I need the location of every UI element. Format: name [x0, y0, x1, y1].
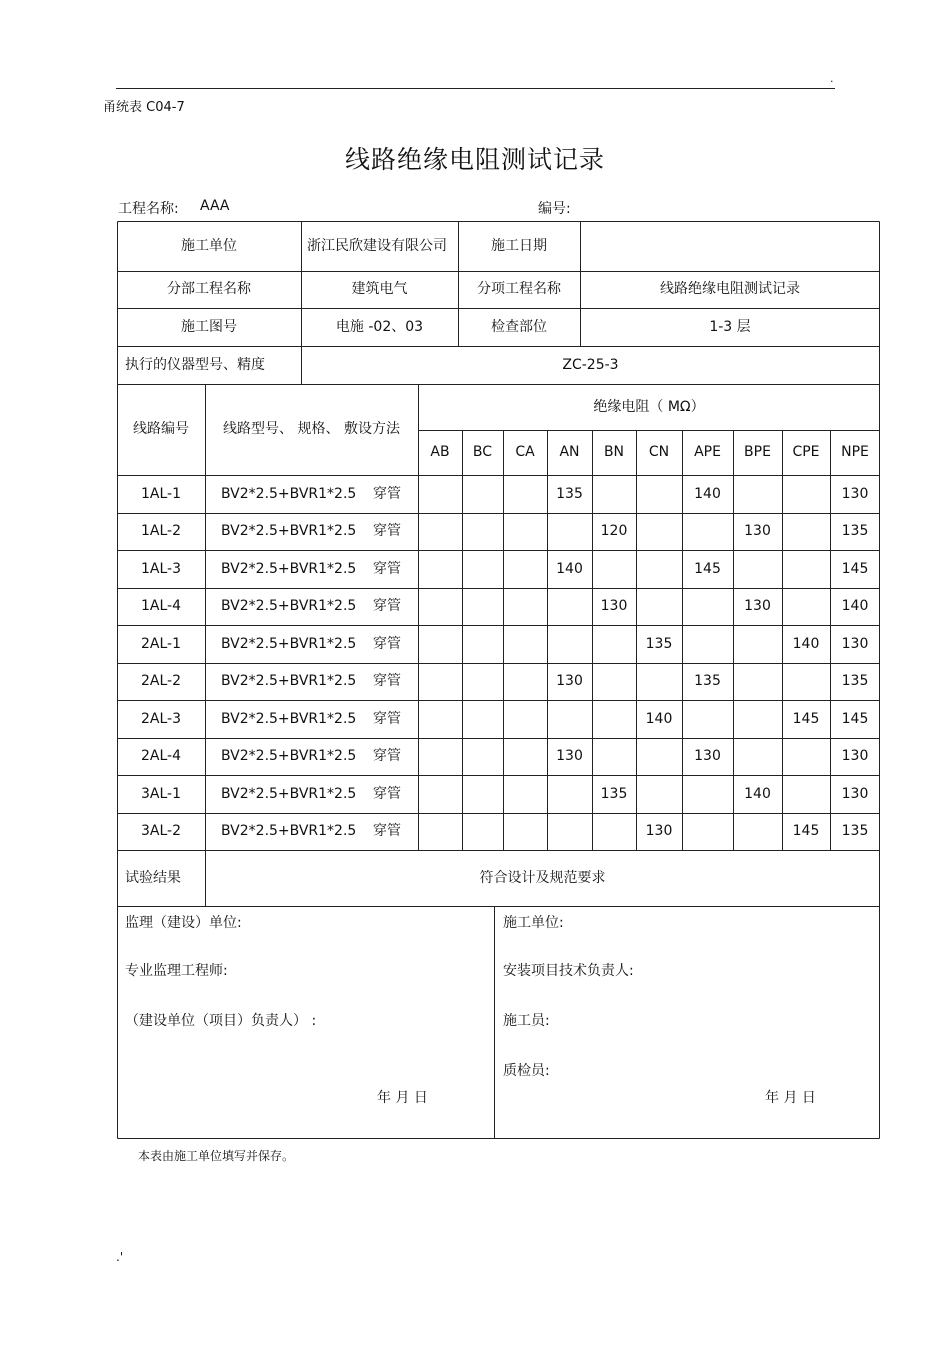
phase-header: NPE: [841, 444, 869, 461]
resistance-value: 135: [841, 673, 869, 690]
resistance-value: 140: [694, 485, 721, 502]
test-result-label: 试验结果: [125, 869, 181, 886]
resistance-value: 135: [694, 673, 721, 690]
circuit-number-header: 线路编号: [133, 421, 189, 438]
resistance-value: [682, 775, 733, 813]
construction-date: 年 月 日: [765, 1090, 816, 1106]
resistance-value: [682, 513, 733, 551]
quality-inspector-label: 质检员:: [503, 1063, 550, 1079]
resistance-value: 130: [645, 823, 673, 840]
circuit-id: 1AL-4: [141, 598, 181, 615]
resistance-value: [547, 513, 592, 551]
resistance-value: [733, 625, 782, 663]
resistance-value: [636, 550, 682, 588]
resistance-value: [462, 625, 503, 663]
resistance-value: 135: [841, 523, 869, 540]
resistance-value: [503, 700, 547, 738]
resistance-value: 140: [645, 710, 673, 727]
resistance-value: [592, 700, 636, 738]
header-rule: [116, 88, 835, 89]
resistance-value: [592, 813, 636, 851]
circuit-id: 1AL-1: [141, 485, 181, 502]
location-label: 检查部位: [491, 318, 547, 335]
circuit-id: 2AL-4: [141, 748, 181, 765]
resistance-value: [782, 738, 830, 776]
resistance-value: [733, 663, 782, 701]
resistance-value: 130: [841, 485, 869, 502]
resistance-value: [503, 625, 547, 663]
resistance-value: [592, 663, 636, 701]
insulation-resistance-header: 绝缘电阻（ MΩ）: [593, 398, 705, 415]
laying-method: 穿管: [373, 710, 401, 727]
supervision-unit-label: 监理（建设）单位:: [125, 915, 242, 931]
laying-method: 穿管: [373, 785, 401, 802]
resistance-value: 145: [792, 823, 820, 840]
resistance-value: [592, 738, 636, 776]
resistance-value: [503, 513, 547, 551]
record-table: [117, 221, 880, 1139]
resistance-value: 145: [841, 560, 869, 577]
resistance-value: 130: [556, 748, 583, 765]
resistance-value: [418, 588, 462, 626]
laying-method: 穿管: [373, 748, 401, 765]
phase-header: CN: [648, 444, 670, 461]
resistance-value: [503, 813, 547, 851]
resistance-value: 130: [694, 748, 721, 765]
resistance-value: [462, 475, 503, 513]
resistance-value: [782, 663, 830, 701]
resistance-value: 130: [841, 748, 869, 765]
resistance-value: [418, 813, 462, 851]
resistance-value: [782, 588, 830, 626]
resistance-value: [462, 775, 503, 813]
resistance-value: [462, 813, 503, 851]
project-name-label: 工程名称:: [118, 201, 179, 217]
circuit-id: 2AL-2: [141, 673, 181, 690]
resistance-value: [636, 475, 682, 513]
laying-method: 穿管: [373, 673, 401, 690]
resistance-value: [462, 700, 503, 738]
resistance-value: 135: [556, 485, 583, 502]
circuit-model: BV2*2.5+BVR1*2.5: [221, 673, 357, 690]
subitem-value: 线路绝缘电阻测试记录: [660, 281, 800, 298]
resistance-value: [636, 738, 682, 776]
circuit-id: 3AL-2: [141, 823, 181, 840]
resistance-value: [592, 625, 636, 663]
resistance-value: [503, 588, 547, 626]
drawing-label: 施工图号: [181, 318, 237, 335]
page-title: 线路绝缘电阻测试记录: [344, 145, 605, 174]
resistance-value: [592, 550, 636, 588]
supervising-engineer-label: 专业监理工程师:: [125, 963, 228, 979]
resistance-value: [462, 588, 503, 626]
resistance-value: [462, 663, 503, 701]
test-result-value: 符合设计及规范要求: [479, 869, 606, 886]
laying-method: 穿管: [373, 823, 401, 840]
laying-method: 穿管: [373, 560, 401, 577]
resistance-value: 135: [841, 823, 869, 840]
resistance-value: [733, 738, 782, 776]
phase-header: BPE: [744, 444, 771, 461]
resistance-value: 120: [600, 523, 628, 540]
resistance-value: [733, 813, 782, 851]
resistance-value: [503, 775, 547, 813]
circuit-model: BV2*2.5+BVR1*2.5: [221, 635, 357, 652]
resistance-value: 130: [556, 673, 583, 690]
resistance-value: [782, 550, 830, 588]
resistance-value: [682, 588, 733, 626]
resistance-value: [418, 625, 462, 663]
resistance-value: [503, 550, 547, 588]
division-value: 建筑电气: [351, 281, 408, 298]
resistance-value: 140: [841, 598, 869, 615]
owner-representative-label: （建设单位（项目）负责人） :: [125, 1013, 317, 1029]
supervision-date: 年 月 日: [377, 1090, 428, 1106]
record-number-label: 编号:: [538, 201, 571, 217]
instrument-value: ZC-25-3: [562, 356, 619, 373]
resistance-value: [462, 738, 503, 776]
phase-header: BN: [603, 444, 625, 461]
construction-unit-label: 施工单位:: [503, 915, 564, 931]
resistance-value: 140: [556, 560, 583, 577]
phase-header: APE: [694, 444, 721, 461]
project-name-value: AAA: [200, 198, 230, 214]
resistance-value: 140: [792, 635, 820, 652]
resistance-value: [418, 550, 462, 588]
resistance-value: [733, 700, 782, 738]
location-value: 1-3 层: [709, 318, 751, 335]
circuit-model: BV2*2.5+BVR1*2.5: [221, 748, 357, 765]
resistance-value: 135: [645, 635, 673, 652]
resistance-value: [503, 663, 547, 701]
circuit-model: BV2*2.5+BVR1*2.5: [221, 560, 357, 577]
laying-method: 穿管: [373, 598, 401, 615]
resistance-value: [418, 700, 462, 738]
phase-header: BC: [472, 444, 493, 461]
resistance-value: [636, 588, 682, 626]
resistance-value: [418, 738, 462, 776]
resistance-value: [462, 513, 503, 551]
resistance-value: 145: [792, 710, 820, 727]
resistance-value: [592, 475, 636, 513]
resistance-value: [636, 663, 682, 701]
laying-method: 穿管: [373, 523, 401, 540]
construction-date-label: 施工日期: [491, 237, 547, 254]
phase-header: AB: [430, 444, 450, 461]
resistance-value: [547, 813, 592, 851]
resistance-value: [636, 513, 682, 551]
resistance-value: [733, 550, 782, 588]
circuit-model: BV2*2.5+BVR1*2.5: [221, 598, 357, 615]
resistance-value: [682, 625, 733, 663]
footer-note: 本表由施工单位填写并保存。: [138, 1149, 295, 1163]
resistance-value: 130: [841, 785, 869, 802]
resistance-value: [547, 588, 592, 626]
resistance-value: [547, 700, 592, 738]
circuit-model: BV2*2.5+BVR1*2.5: [221, 523, 357, 540]
circuit-id: 1AL-3: [141, 560, 181, 577]
resistance-value: [418, 513, 462, 551]
resistance-value: [418, 663, 462, 701]
resistance-value: [503, 475, 547, 513]
resistance-value: [547, 775, 592, 813]
resistance-value: [782, 775, 830, 813]
resistance-value: 130: [841, 635, 869, 652]
form-code: 甬统表 C04-7: [103, 100, 185, 115]
circuit-id: 2AL-1: [141, 635, 181, 652]
circuit-id: 3AL-1: [141, 785, 181, 802]
page-dot-mark: .: [830, 72, 834, 85]
circuit-model-header: 线路型号、 规格、 敷设方法: [223, 421, 400, 438]
resistance-value: 145: [841, 710, 869, 727]
resistance-value: [418, 475, 462, 513]
builder-value: 浙江民欣建设有限公司: [307, 237, 447, 254]
laying-method: 穿管: [373, 485, 401, 502]
construction-date-value: [580, 221, 880, 271]
division-label: 分部工程名称: [167, 281, 251, 298]
phase-header: AN: [559, 444, 580, 461]
technical-lead-label: 安装项目技术负责人:: [503, 963, 634, 979]
resistance-value: [782, 475, 830, 513]
builder-staff-label: 施工员:: [503, 1013, 550, 1029]
resistance-value: [782, 513, 830, 551]
laying-method: 穿管: [373, 635, 401, 652]
resistance-value: 145: [694, 560, 721, 577]
resistance-value: [418, 775, 462, 813]
resistance-value: [462, 550, 503, 588]
circuit-model: BV2*2.5+BVR1*2.5: [221, 710, 357, 727]
phase-header: CA: [515, 444, 535, 461]
subitem-label: 分项工程名称: [477, 281, 561, 298]
footer-dot-mark: .': [116, 1250, 124, 1264]
resistance-value: 140: [744, 785, 771, 802]
builder-label: 施工单位: [181, 237, 237, 254]
resistance-value: 130: [744, 598, 771, 615]
resistance-value: [682, 700, 733, 738]
resistance-value: [682, 813, 733, 851]
instrument-label: 执行的仪器型号、精度: [125, 356, 265, 373]
resistance-value: [547, 625, 592, 663]
circuit-id: 2AL-3: [141, 710, 181, 727]
resistance-value: 130: [600, 598, 628, 615]
drawing-value: 电施 -02、03: [335, 318, 424, 335]
resistance-value: [733, 475, 782, 513]
phase-header: CPE: [792, 444, 820, 461]
resistance-value: [636, 775, 682, 813]
circuit-model: BV2*2.5+BVR1*2.5: [221, 785, 357, 802]
circuit-model: BV2*2.5+BVR1*2.5: [221, 485, 357, 502]
circuit-id: 1AL-2: [141, 523, 181, 540]
resistance-value: 135: [600, 785, 628, 802]
resistance-value: 130: [744, 523, 771, 540]
circuit-model: BV2*2.5+BVR1*2.5: [221, 823, 357, 840]
resistance-value: [503, 738, 547, 776]
